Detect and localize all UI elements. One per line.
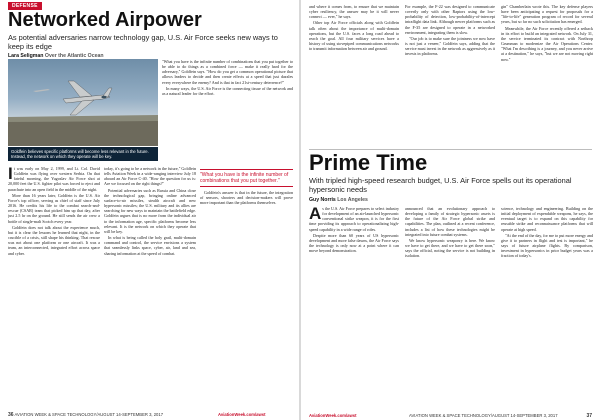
paragraph: Other top Air Force officials along with Goldfein talk often about the importance of multi-domain operations, but the U.S. faces a long road ahead to reach the goal. All four military services have a history of using stovepiped communications networks to transmit information between air and ground. [309, 20, 399, 52]
page-number: 36 [8, 412, 14, 418]
article-column-3-top [162, 59, 293, 161]
paragraph: In what is being called the holy grail, multi-domain command and control, the service envisions a system that seamlessly links space, cyber, air, land and sea, sharing information at the speed of combat. [104, 235, 196, 256]
paragraph: gin" Chamberlain wrote this. The key defense players have been anticipating a request for proposals for a "life-to-life" generation program of record for several years, but so far no such solicitation has emerged. [501, 4, 593, 25]
continued-column-2 [405, 4, 495, 146]
paragraph: t was early on May 2, 1999, and Lt. Col. David Goldfein was flying over western Serbia. On that fateful morning, the Yugoslav Air Force shot at 20,000 feet the U.S. fighter pilot was forced to eject and parachute into an open field in the middle of the night. [8, 166, 100, 192]
publication-name: AVIATION WEEK & SPACE TECHNOLOGY/AUGUST 14-SEPTEMBER 3, 2017 [14, 412, 164, 417]
dateline: Los Angeles [337, 197, 368, 203]
paragraph: science, technology and engineering. Building on the initial deployment of expendable weapons, he says, the eventual target is to expand on this capability for reusable strike and reconnaissance platforms that will operate at high speed. [501, 206, 593, 232]
article-column-2 [104, 166, 196, 406]
article-column-3 [200, 166, 293, 406]
continued-column-1 [309, 4, 399, 146]
paragraph: announced that an evolutionary approach to developing a family of strategic hypersonic assets is the future of the Air Force global strike and capabilities. The plan, outlined at a recent conference, includes a list of how these technologies might be integrated into future combat systems. [405, 206, 495, 237]
page-footer [309, 413, 592, 418]
paragraph: Meanwhile, the Air Force recently offered a setback in its effort to build an integrated network. On July 31, the service terminated its contract with Northrop Grumman to modernize the Air Operations Center. "What I'm describing is a journey, and you never arrive at a destination," he says, "but we are not moving right now." [501, 25, 593, 62]
paragraph: Goldfein does not talk about the experience much, but it is clear the lessons he learned that night, in the crucible of a crisis, still shape his thinking. That rescue was not about one platform or one aircraft. It was a team, an interconnected, integrated effort across space and cyber. [8, 224, 100, 256]
paragraph: s the U.S. Air Force prepares to select industry for development of an air-launched hypersonic conventional strike weapon, it is for the first time providing its approach to operationalizing high-speed capability in a wide range of roles. [309, 206, 399, 232]
page-number: 37 [586, 413, 592, 419]
paragraph: today, it's going to be a network in the future," Goldfein tells Aviation Week in a wide-ranging interview July 18 aboard an Air Force C-40. "How the question for us is: Are we focused on the right things?" [104, 166, 196, 187]
paragraph: For example, the F-22 was designed to communicate covertly only with other Raptors using the low-probability of detection, low-probability-of-intercept intraflight data link. Although newer platforms such as the F-35 are designed to operate in a networked environment, integrating them is slow. [405, 4, 495, 35]
article-headline: Networked Airpower [8, 9, 202, 31]
pull-quote: "What you have is the infinite number of combinations that you put together." [200, 169, 293, 187]
paragraph: "What you have is the infinite number of combinations that you put together to be able to do things as a combined force — make it really hard for the adversary," Goldfein says. "How do you get a common operational picture that allows leaders to decide and then create effects at a speed that just dazzles every everywhere the enemy? And is that in fact 21st-century deterrence?" [162, 59, 293, 85]
article-column-3 [501, 206, 593, 406]
left-page [0, 0, 299, 420]
aircraft-photo [8, 59, 158, 146]
continued-column-3 [501, 4, 593, 146]
article-column-1 [8, 166, 100, 406]
paragraph: "Our job is to make sure the jointness we now have is not just a veneer," Goldfein says, adding that the service must invest in the network as aggressively as it invests in platforms. [405, 35, 495, 57]
aircraft-illustration [8, 59, 158, 146]
publication-name: AVIATION WEEK & SPACE TECHNOLOGY/AUGUST 14-SEPTEMBER 3, 2017 [409, 413, 558, 418]
paragraph: Despite more than 60 years of US hypersonic development and more false dawns, the Air Force says the technology is only now at a point where it can move beyond demonstration. [309, 232, 399, 254]
photo-caption: Goldfein believes specific platforms will become less relevant in the future. Instead, the network on which they operate will be key. [8, 147, 158, 161]
article-column-1 [309, 206, 399, 406]
article-headline: Prime Time [309, 150, 428, 175]
page-footer [8, 412, 266, 418]
paragraph: We know hypersonic weaponry is here. We know we have to get there, and we have to get there soon," says the official, noting the service is not building in isolation. [405, 237, 495, 259]
drop-cap: A [309, 206, 322, 223]
paragraph: In many ways, the U.S. Air Force is the connecting tissue of the network and as a natural leader for the effort. [162, 85, 293, 96]
article-column-2 [405, 206, 495, 406]
paragraph: Goldfein's answer is that in the future, the integration of sensors, shooters and decision-makers will prove more important than the platforms themselves. [200, 190, 293, 206]
paragraph: and where it comes from, to ensure that we maintain cyber resiliency, the answer may be it will never connect — ever," he says. [309, 4, 399, 20]
section-tag: DEFENSE [8, 2, 42, 10]
author-name: Guy Norris [309, 197, 336, 203]
website-link[interactable]: AviationWeek.com/awst [218, 412, 266, 417]
author-name: Lara Seligman [8, 53, 44, 59]
drop-cap: I [8, 166, 13, 183]
article-dek: As potential adversaries narrow technology gap, U.S. Air Force seeks new ways to keep its edge [8, 33, 278, 51]
right-page [301, 0, 600, 420]
dateline: Over the Atlantic Ocean [44, 53, 104, 59]
article-byline [309, 197, 368, 203]
paragraph: "At the end of the day, for me to put more energy and give it to partners in flight and test is important," he says of future airplane flights. By comparison, investment in hypersonics in prior budget years was a fraction of today's. [501, 232, 593, 259]
paragraph: Potential adversaries such as Russia and China close the technological gap, bringing online advanced surface-to-air missiles, stealth aircraft and new hypersonic missiles; the U.S. military and its allies are searching for new ways to maintain the battlefield edge. Goldfein argues that is no more from the individual air to the information age, specific platforms become less relevant. It is the network on which they operate that will be key. [104, 187, 196, 234]
paragraph: More than 16 years later, Goldfein is the U.S. Air Force's top officer, serving as chief of staff since July 2016. He credits his life to the combat search-and-rescue (CSAR) team that picked him up that day, after just 2.5 hr on the ground. He still sends the air crew a bottle of single-malt Scotch every year. [8, 192, 100, 224]
article-dek: With tripled high-speed research budget, U.S. Air Force spells out its operational hypersonic needs [309, 176, 572, 194]
website-link[interactable]: AviationWeek.com/awst [309, 413, 357, 418]
